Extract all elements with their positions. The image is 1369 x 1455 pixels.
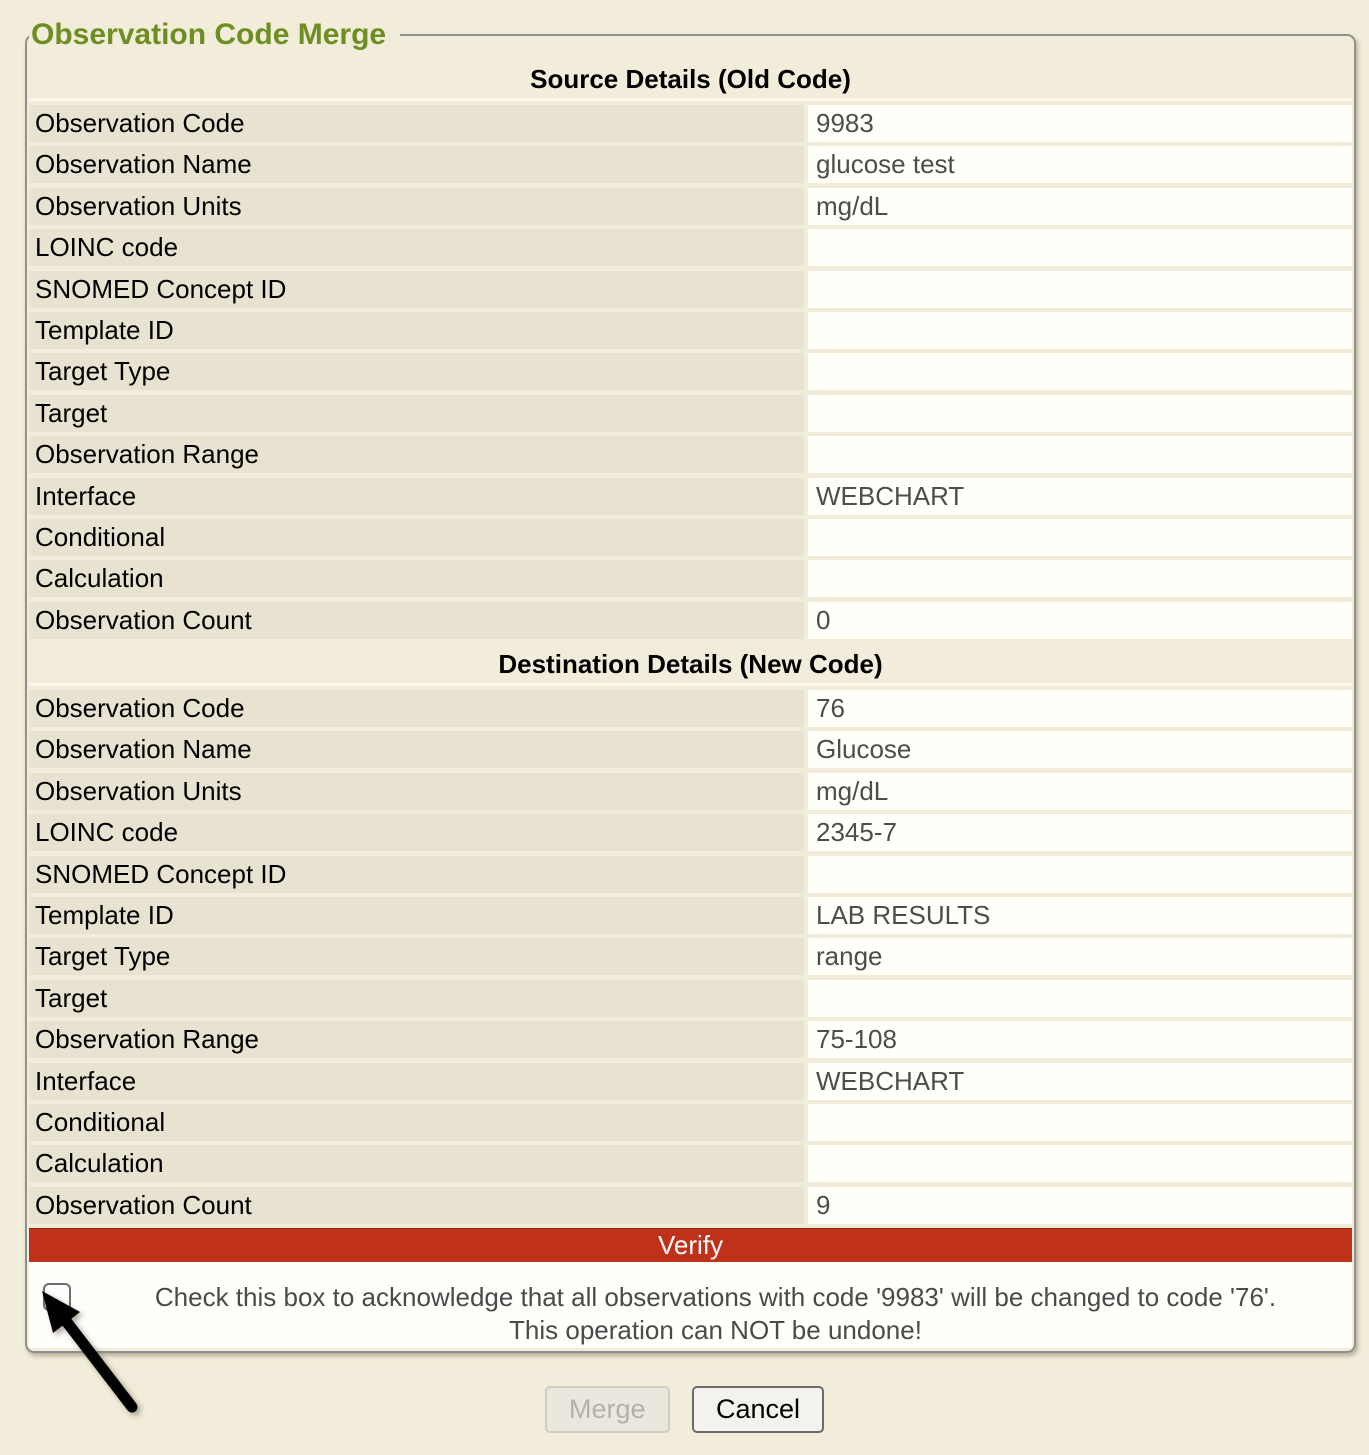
row-value	[808, 519, 1352, 556]
row-label: Template ID	[29, 312, 804, 349]
row-label: Interface	[29, 478, 804, 515]
table-row	[29, 897, 1352, 934]
table-row	[29, 1021, 1352, 1058]
row-value: 75-108	[808, 1021, 1352, 1058]
acknowledge-text-block	[87, 1262, 1344, 1347]
table-row	[29, 229, 1352, 266]
row-value	[808, 436, 1352, 473]
table-row	[29, 478, 1352, 515]
row-value: 9983	[808, 105, 1352, 142]
row-value: 76	[808, 690, 1352, 727]
cancel-button[interactable]: Cancel	[692, 1386, 824, 1433]
row-value	[808, 312, 1352, 349]
table-row	[29, 436, 1352, 473]
row-value	[808, 1104, 1352, 1141]
row-label: Observation Code	[29, 690, 804, 727]
row-label: Observation Code	[29, 105, 804, 142]
row-label: SNOMED Concept ID	[29, 856, 804, 893]
table-row	[29, 1187, 1352, 1224]
table-row	[29, 731, 1352, 768]
row-value: glucose test	[808, 146, 1352, 183]
row-value	[808, 1145, 1352, 1182]
row-label: SNOMED Concept ID	[29, 271, 804, 308]
row-label: Template ID	[29, 897, 804, 934]
row-label: Target	[29, 980, 804, 1017]
table-row	[29, 105, 1352, 142]
merge-button[interactable]: Merge	[545, 1386, 670, 1433]
warning-text: This operation can NOT be undone!	[509, 1315, 922, 1346]
row-label: Observation Count	[29, 1187, 804, 1224]
row-value	[808, 229, 1352, 266]
row-value	[808, 856, 1352, 893]
row-value	[808, 560, 1352, 597]
row-label: Calculation	[29, 560, 804, 597]
table-row	[29, 690, 1352, 727]
table-row	[29, 980, 1352, 1017]
row-label: Target Type	[29, 938, 804, 975]
table-row	[29, 188, 1352, 225]
row-label: Observation Range	[29, 1021, 804, 1058]
table-row	[29, 312, 1352, 349]
page-title: Observation Code Merge	[31, 18, 387, 51]
row-value	[808, 353, 1352, 390]
observation-code-merge-panel	[25, 16, 1356, 1353]
table-row	[29, 1104, 1352, 1141]
row-label: Interface	[29, 1063, 804, 1100]
table-row	[29, 519, 1352, 556]
table-row	[29, 856, 1352, 893]
table-row	[29, 814, 1352, 851]
acknowledge-text: Check this box to acknowledge that all observations with code '9983' will be changed to code '76'.	[154, 1282, 1277, 1313]
section-header: Source Details (Old Code)	[29, 58, 1352, 101]
row-value: 0	[808, 602, 1352, 639]
section-header: Destination Details (New Code)	[29, 643, 1352, 686]
row-value	[808, 271, 1352, 308]
row-label: Calculation	[29, 1145, 804, 1182]
row-value: mg/dL	[808, 188, 1352, 225]
action-buttons	[0, 1386, 1369, 1433]
merge-details-table	[29, 58, 1352, 1224]
verify-bar: Verify	[29, 1228, 1352, 1262]
table-row	[29, 773, 1352, 810]
table-row	[29, 560, 1352, 597]
row-value	[808, 980, 1352, 1017]
verify-area	[29, 1262, 1352, 1348]
acknowledge-checkbox[interactable]	[43, 1283, 71, 1311]
row-value: 9	[808, 1187, 1352, 1224]
table-row	[29, 395, 1352, 432]
row-label: Observation Units	[29, 188, 804, 225]
row-label: Conditional	[29, 519, 804, 556]
row-value: WEBCHART	[808, 478, 1352, 515]
row-label: Target	[29, 395, 804, 432]
table-row	[29, 146, 1352, 183]
row-label: Observation Name	[29, 731, 804, 768]
row-label: Observation Count	[29, 602, 804, 639]
row-value: 2345-7	[808, 814, 1352, 851]
row-label: Observation Range	[29, 436, 804, 473]
table-row	[29, 938, 1352, 975]
row-value: mg/dL	[808, 773, 1352, 810]
row-value: WEBCHART	[808, 1063, 1352, 1100]
table-row	[29, 271, 1352, 308]
row-label: Observation Name	[29, 146, 804, 183]
row-label: LOINC code	[29, 229, 804, 266]
table-row	[29, 1063, 1352, 1100]
row-label: Conditional	[29, 1104, 804, 1141]
row-value: Glucose	[808, 731, 1352, 768]
row-value	[808, 395, 1352, 432]
row-label: LOINC code	[29, 814, 804, 851]
row-label: Observation Units	[29, 773, 804, 810]
table-row	[29, 1145, 1352, 1182]
row-value: LAB RESULTS	[808, 897, 1352, 934]
row-value: range	[808, 938, 1352, 975]
row-label: Target Type	[29, 353, 804, 390]
table-row	[29, 602, 1352, 639]
table-row	[29, 353, 1352, 390]
